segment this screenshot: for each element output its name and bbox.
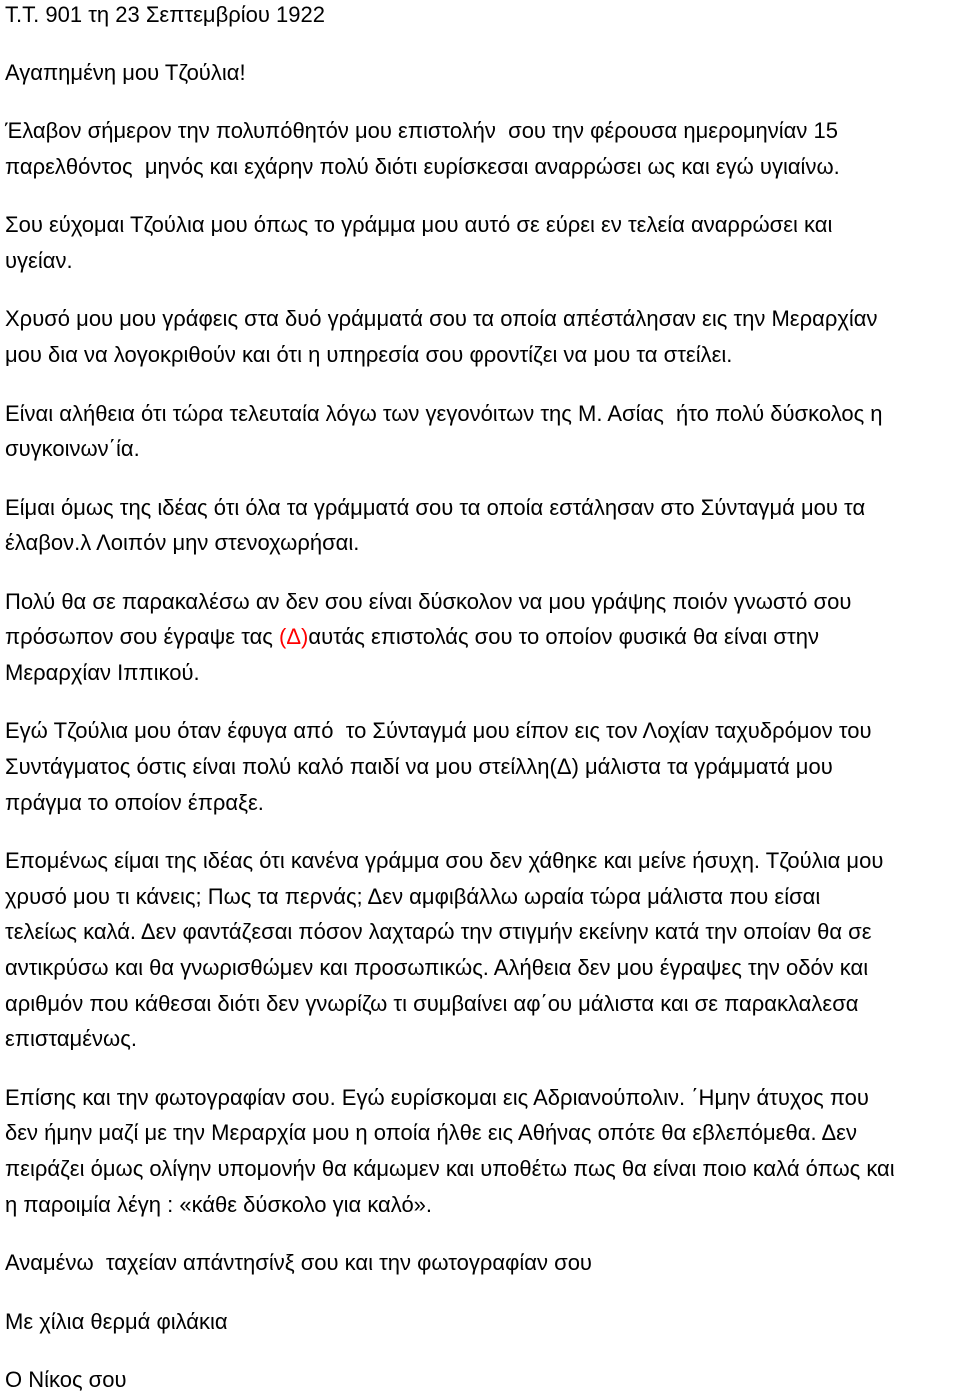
text-line	[5, 619, 955, 655]
paragraph	[5, 396, 955, 467]
text-line: Εγώ Τζούλια μου όταν έφυγα από το Σύνταγμά μου είπον εις τον Λοχίαν ταχυδρόμον του	[5, 718, 872, 744]
text-line: Επίσης και την φωτογραφίαν σου. Εγώ ευρίσκομαι εις Αδριανούπολιν. ΄Ημην άτυχος που	[5, 1084, 869, 1110]
text-line: η παροιμία λέγη : «κάθε δύσκολο για καλό».	[5, 1191, 433, 1217]
salutation-paragraph	[5, 55, 955, 91]
text-line: επισταμένως.	[5, 1026, 137, 1052]
date-paragraph	[5, 0, 955, 32]
text-line: Επομένως είμαι της ιδέας ότι κανένα γράμμα σου δεν χάθηκε και μείνε ήσυχη. Τζούλια μου	[5, 848, 884, 874]
paragraph	[5, 301, 955, 372]
text-line: παρελθόντος μηνός και εχάρην πολύ διότι ευρίσκεσαι αναρρώσει ως και εγώ υγιαίνω.	[5, 153, 840, 179]
text-line: Χρυσό μου μου γράφεις στα δυό γράμματά σου τα οποία απέστάλησαν εις την Μεραρχίαν	[5, 306, 878, 332]
text-line: έλαβον.λ Λοιπόν μην στενοχωρήσαι.	[5, 530, 360, 556]
paragraph	[5, 713, 955, 820]
text-line: Συντάγματος όστις είναι πολύ καλό παιδί να μου στείλλη(Δ) μάλιστα τα γράμματά μου	[5, 754, 833, 779]
salutation: Αγαπημένη μου Τζούλια!	[5, 59, 246, 85]
paragraph	[5, 113, 955, 184]
text-line: πράγμα το οποίον έπραξε.	[5, 789, 264, 815]
text-line: Πολύ θα σε παρακαλέσω αν δεν σου είναι δύσκολον να μου γράψης ποιόν γνωστό σου	[5, 588, 852, 614]
text-line: χρυσό μου τι κάνεις; Πως τα περνάς; Δεν αμφιβάλλω ωραία τώρα μάλιστα που είσαι	[5, 883, 821, 909]
signature: Ο Νίκος σου	[5, 1366, 127, 1392]
text-line: Σου εύχομαι Τζούλια μου όπως το γράμμα μου αυτό σε εύρει εν τελεία αναρρώσει και	[5, 212, 833, 238]
text-line: τελείως καλά. Δεν φαντάζεσαι πόσον λαχταρώ την στιγμήν εκείνην κατά την οποίαν θα σε	[5, 919, 872, 945]
text-line: συγκοινων΄ία.	[5, 436, 140, 462]
text-segment: πρόσωπον σου έγραψε τας	[5, 624, 280, 650]
letter-date: Τ.Τ. 901 τη 23 Σεπτεμβρίου 1922	[5, 1, 325, 27]
paragraph	[5, 843, 955, 1057]
text-line: υγείαν.	[5, 248, 73, 274]
text-line: Είμαι όμως της ιδέας ότι όλα τα γράμματά σου τα οποία εστάλησαν στο Σύνταγμά μου τα	[5, 494, 866, 520]
text-line: μου δια να λογοκριθούν και ότι η υπηρεσία σου φροντίζει να μου τα στείλει.	[5, 342, 733, 368]
text-line: Μεραρχίαν Ιππικού.	[5, 659, 200, 685]
paragraph	[5, 490, 955, 561]
text-line: δεν ήμην μαζί με την Μεραρχία μου η οποία ήλθε εις Αθήνας οπότε θα εβλεπόμεθα. Δεν	[5, 1120, 857, 1146]
closing-request: Αναμένω ταχείαν απάντησίνξ σου και την φωτογραφίαν σου	[5, 1250, 592, 1276]
signature-paragraph	[5, 1362, 955, 1398]
text-line: Είναι αλήθεια ότι τώρα τελευταία λόγω των γεγονόιτων της Μ. Ασίας ήτο πολύ δύσκολος η	[5, 400, 883, 426]
paragraph	[5, 584, 955, 691]
closing-paragraph	[5, 1245, 955, 1281]
letter-document	[5, 0, 955, 1398]
text-line: Έλαβον σήμερον την πολυπόθητόν μου επιστολήν σου την φέρουσα ημερομηνίαν 15	[5, 118, 838, 144]
text-line: αντικρύσω και θα γνωρισθώμεν και προσωπικώς. Αλήθεια δεν μου έγραψες την οδόν και	[5, 955, 869, 981]
kisses-paragraph	[5, 1304, 955, 1340]
red-delta-annotation: (Δ)	[279, 624, 309, 650]
text-segment: αυτάς επιστολάς σου το οποίον φυσικά θα είναι στην	[308, 624, 819, 650]
text-line: πειράζει όμως ολίγην υπομονήν θα κάμωμεν και υποθέτω πως θα είναι ποιο καλά όπως και	[5, 1156, 895, 1182]
closing-kisses: Με χίλια θερμά φιλάκια	[5, 1308, 228, 1334]
paragraph	[5, 207, 955, 278]
text-line: αριθμόν που κάθεσαι διότι δεν γνωρίζω τι συμβαίνει αφ΄ου μάλιστα και σε παρακλαλεσα	[5, 990, 859, 1016]
paragraph	[5, 1080, 955, 1223]
